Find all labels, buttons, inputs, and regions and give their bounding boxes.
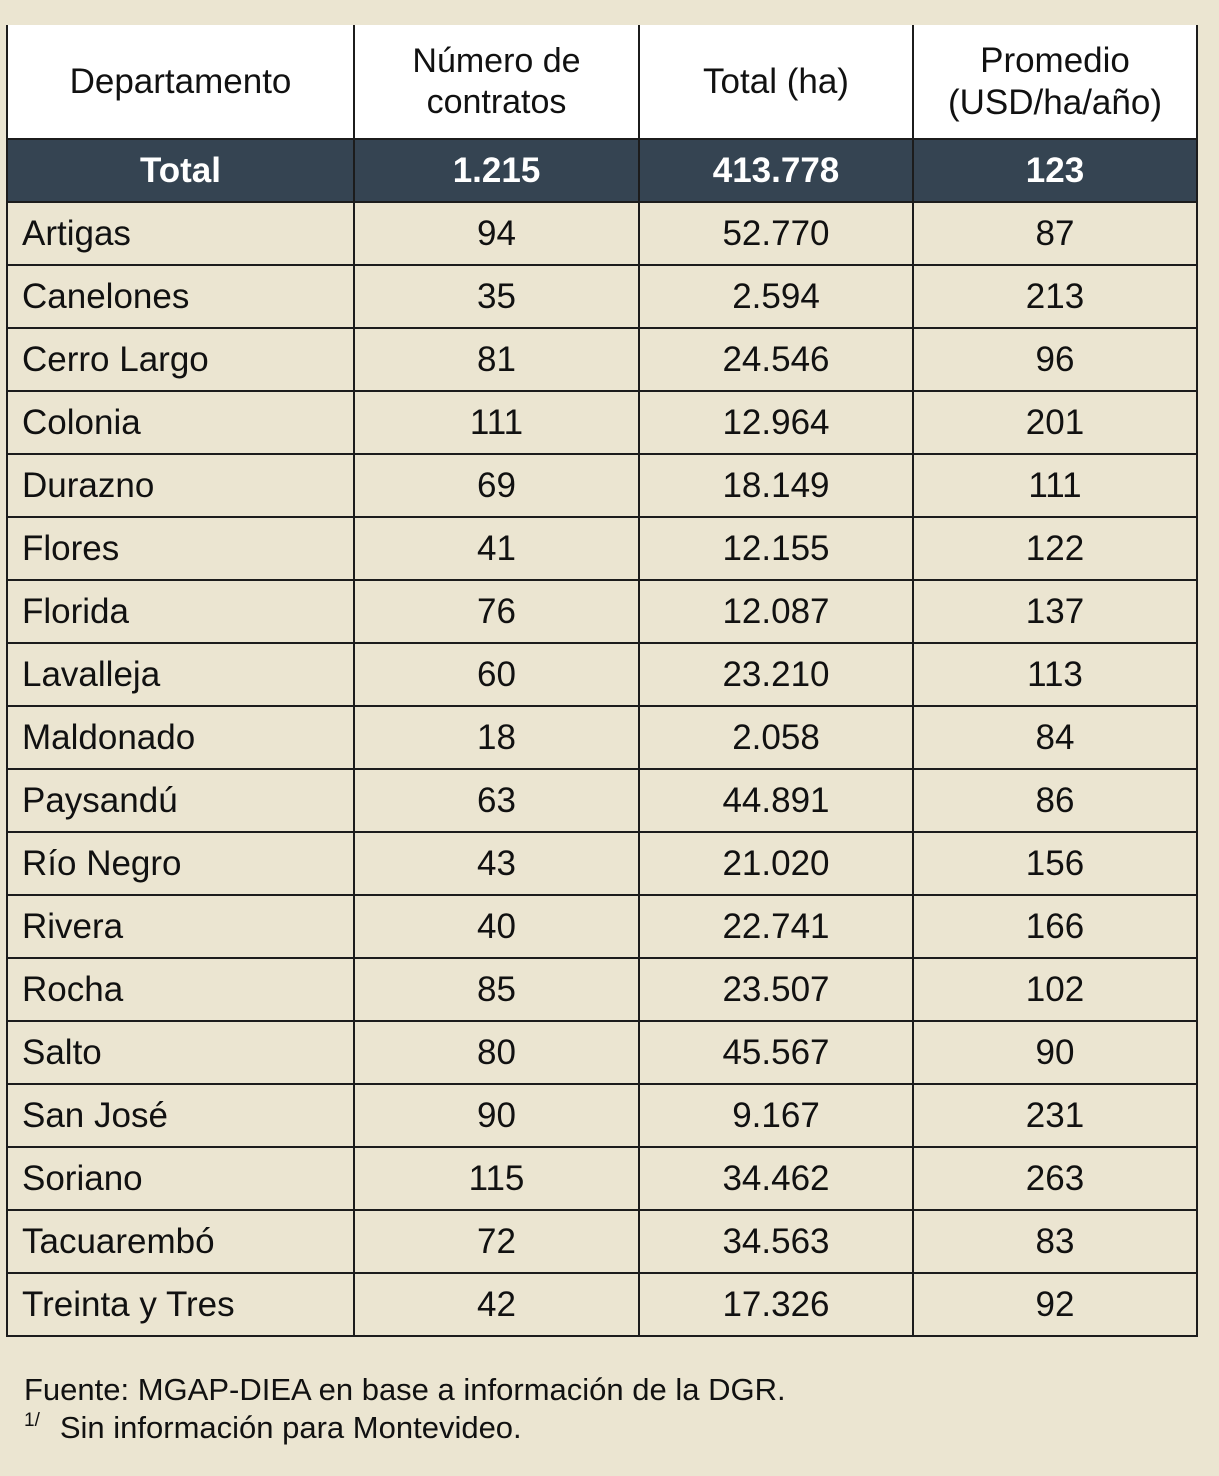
cell-departamento: Canelones xyxy=(7,265,354,328)
cell-contracts: 40 xyxy=(354,895,639,958)
table-row xyxy=(7,517,1197,580)
total-row xyxy=(7,139,1197,202)
table-row xyxy=(7,1147,1197,1210)
header-promedio-line1: Promedio xyxy=(980,40,1130,80)
cell-departamento: Rivera xyxy=(7,895,354,958)
cell-departamento: Paysandú xyxy=(7,769,354,832)
cell-departamento: Artigas xyxy=(7,202,354,265)
cell-departamento: Florida xyxy=(7,580,354,643)
total-hectares: 413.778 xyxy=(639,139,913,202)
footnote-marker: 1/ xyxy=(24,1410,40,1431)
cell-contracts: 18 xyxy=(354,706,639,769)
total-label: Total xyxy=(7,139,354,202)
header-total-ha: Total (ha) xyxy=(639,25,913,139)
cell-contracts: 42 xyxy=(354,1273,639,1336)
cell-hectares: 23.210 xyxy=(639,643,913,706)
table-row xyxy=(7,1084,1197,1147)
total-average: 123 xyxy=(913,139,1197,202)
cell-departamento: Durazno xyxy=(7,454,354,517)
cell-average: 201 xyxy=(913,391,1197,454)
table-row xyxy=(7,265,1197,328)
header-promedio xyxy=(913,25,1197,139)
cell-departamento: Cerro Largo xyxy=(7,328,354,391)
cell-contracts: 72 xyxy=(354,1210,639,1273)
cell-contracts: 63 xyxy=(354,769,639,832)
table-row xyxy=(7,391,1197,454)
cell-departamento: Treinta y Tres xyxy=(7,1273,354,1336)
cell-hectares: 21.020 xyxy=(639,832,913,895)
cell-average: 263 xyxy=(913,1147,1197,1210)
cell-contracts: 35 xyxy=(354,265,639,328)
cell-contracts: 69 xyxy=(354,454,639,517)
cell-contracts: 60 xyxy=(354,643,639,706)
cell-contracts: 81 xyxy=(354,328,639,391)
cell-departamento: Río Negro xyxy=(7,832,354,895)
cell-average: 137 xyxy=(913,580,1197,643)
cell-average: 111 xyxy=(913,454,1197,517)
source-note: Fuente: MGAP-DIEA en base a información de la DGR. xyxy=(24,1372,786,1407)
cell-contracts: 111 xyxy=(354,391,639,454)
cell-hectares: 2.594 xyxy=(639,265,913,328)
header-promedio-line2: (USD/ha/año) xyxy=(948,82,1162,122)
table-row xyxy=(7,1210,1197,1273)
cell-hectares: 22.741 xyxy=(639,895,913,958)
cell-contracts: 94 xyxy=(354,202,639,265)
cell-departamento: Tacuarembó xyxy=(7,1210,354,1273)
table-row xyxy=(7,328,1197,391)
cell-contracts: 80 xyxy=(354,1021,639,1084)
cell-hectares: 18.149 xyxy=(639,454,913,517)
footnote xyxy=(24,1410,522,1446)
table-row xyxy=(7,643,1197,706)
cell-average: 86 xyxy=(913,769,1197,832)
cell-departamento: San José xyxy=(7,1084,354,1147)
cell-average: 90 xyxy=(913,1021,1197,1084)
cell-average: 156 xyxy=(913,832,1197,895)
cell-average: 92 xyxy=(913,1273,1197,1336)
cell-departamento: Lavalleja xyxy=(7,643,354,706)
cell-hectares: 12.087 xyxy=(639,580,913,643)
cell-average: 87 xyxy=(913,202,1197,265)
table-row xyxy=(7,832,1197,895)
cell-hectares: 52.770 xyxy=(639,202,913,265)
table-row xyxy=(7,1273,1197,1336)
table-row xyxy=(7,769,1197,832)
header-numero-contratos-line1: Número de xyxy=(412,41,581,80)
header-departamento: Departamento xyxy=(7,25,354,139)
cell-departamento: Flores xyxy=(7,517,354,580)
cell-hectares: 44.891 xyxy=(639,769,913,832)
cell-contracts: 85 xyxy=(354,958,639,1021)
table-row xyxy=(7,202,1197,265)
cell-departamento: Colonia xyxy=(7,391,354,454)
cell-average: 166 xyxy=(913,895,1197,958)
cell-hectares: 2.058 xyxy=(639,706,913,769)
cell-average: 84 xyxy=(913,706,1197,769)
table-row xyxy=(7,895,1197,958)
header-numero-contratos-line2: contratos xyxy=(426,82,567,121)
cell-contracts: 115 xyxy=(354,1147,639,1210)
cell-average: 102 xyxy=(913,958,1197,1021)
table-header-row xyxy=(7,25,1197,139)
cell-departamento: Soriano xyxy=(7,1147,354,1210)
cell-hectares: 24.546 xyxy=(639,328,913,391)
cell-average: 231 xyxy=(913,1084,1197,1147)
cell-hectares: 12.964 xyxy=(639,391,913,454)
rental-contracts-table xyxy=(6,25,1198,1337)
footnote-text: Sin información para Montevideo. xyxy=(59,1410,522,1445)
cell-departamento: Salto xyxy=(7,1021,354,1084)
table-row xyxy=(7,706,1197,769)
cell-hectares: 17.326 xyxy=(639,1273,913,1336)
table-row xyxy=(7,454,1197,517)
cell-hectares: 9.167 xyxy=(639,1084,913,1147)
cell-contracts: 41 xyxy=(354,517,639,580)
cell-contracts: 90 xyxy=(354,1084,639,1147)
cell-hectares: 34.563 xyxy=(639,1210,913,1273)
cell-departamento: Rocha xyxy=(7,958,354,1021)
cell-average: 113 xyxy=(913,643,1197,706)
cell-hectares: 34.462 xyxy=(639,1147,913,1210)
cell-hectares: 23.507 xyxy=(639,958,913,1021)
cell-average: 213 xyxy=(913,265,1197,328)
cell-average: 122 xyxy=(913,517,1197,580)
table-row xyxy=(7,958,1197,1021)
total-contracts: 1.215 xyxy=(354,139,639,202)
table-row xyxy=(7,1021,1197,1084)
cell-average: 96 xyxy=(913,328,1197,391)
cell-departamento: Maldonado xyxy=(7,706,354,769)
table-row xyxy=(7,580,1197,643)
cell-average: 83 xyxy=(913,1210,1197,1273)
cell-hectares: 12.155 xyxy=(639,517,913,580)
cell-contracts: 76 xyxy=(354,580,639,643)
cell-contracts: 43 xyxy=(354,832,639,895)
cell-hectares: 45.567 xyxy=(639,1021,913,1084)
header-numero-contratos xyxy=(354,25,639,139)
